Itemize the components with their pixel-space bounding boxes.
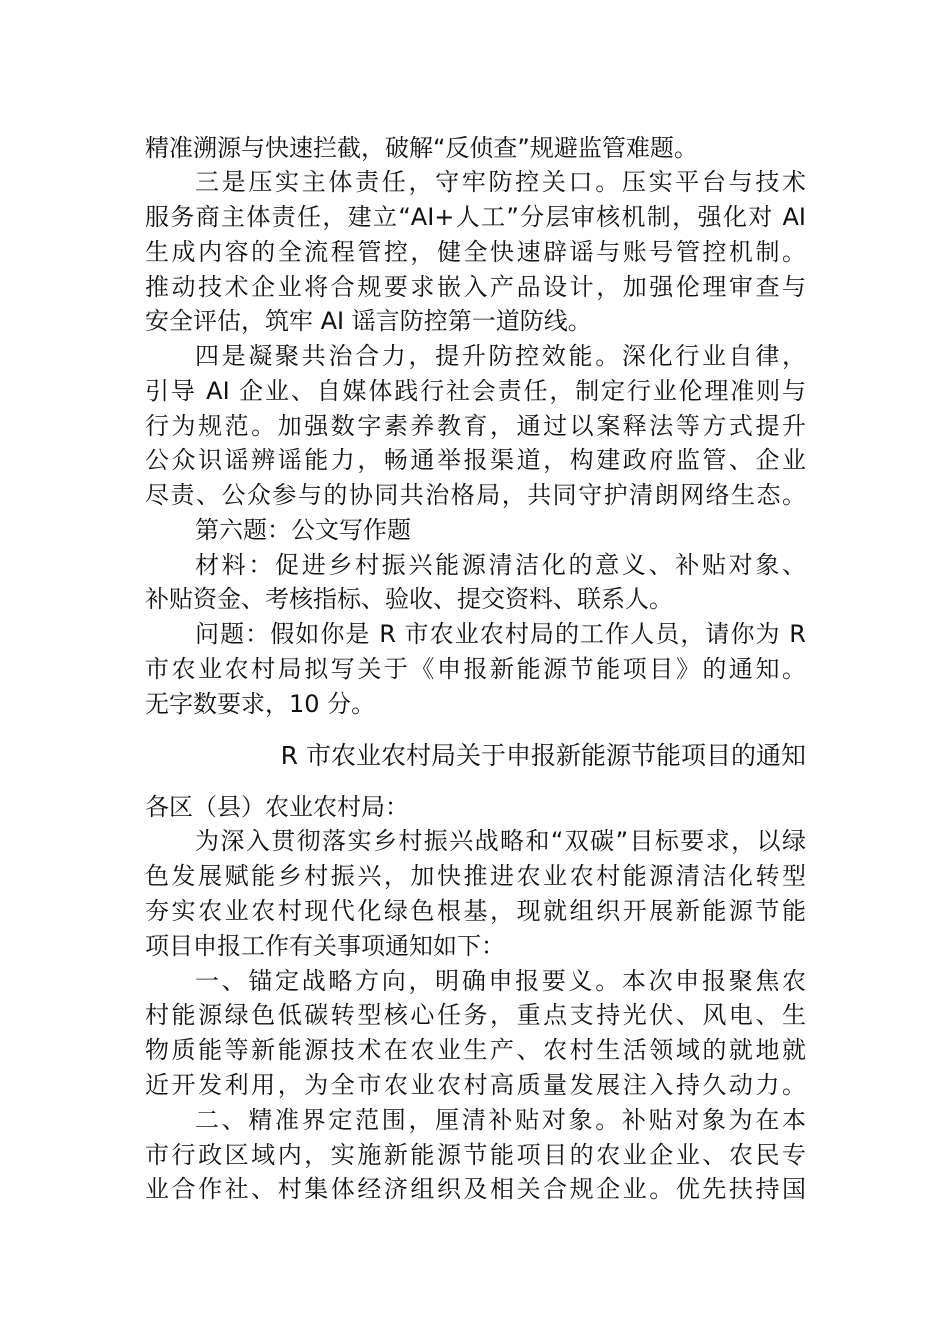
text-line: 第六题：公文写作题 — [195, 515, 411, 544]
text-line: 一、锚定战略方向，明确申报要义。本次申报聚焦农 — [195, 966, 806, 995]
text-line: 材料：促进乡村振兴能源清洁化的意义、补贴对象、 — [195, 550, 806, 579]
text-line: 三是压实主体责任，守牢防控关口。压实平台与技术 — [195, 168, 806, 197]
text-line: 问题：假如你是 R 市农业农村局的工作人员，请你为 R — [195, 620, 806, 648]
text-line: 物质能等新能源技术在农业生产、农村生活领域的就地就 — [145, 1036, 806, 1065]
text-line: 项目申报工作有关事项通知如下： — [145, 931, 505, 960]
text-line: 安全评估，筑牢 AI 谣言防控第一道防线。 — [145, 307, 592, 336]
text-line: 服务商主体责任，建立“AI+人工”分层审核机制，强化对 AI — [145, 203, 806, 231]
text-line: 市行政区域内，实施新能源节能项目的农业企业、农民专 — [145, 1140, 806, 1169]
text-line: 生成内容的全流程管控，健全快速辟谣与账号管控机制。 — [145, 237, 806, 266]
text-line: 业合作社、村集体经济组织及相关合规企业。优先扶持国 — [145, 1175, 806, 1204]
text-line: 行为规范。加强数字素养教育，通过以案释法等方式提升 — [145, 411, 806, 440]
text-line: 四是凝聚共治合力，提升防控效能。深化行业自律， — [195, 342, 806, 370]
text-line: 精准溯源与快速拦截，破解“反侦查”规避监管难题。 — [145, 133, 698, 162]
text-line: 补贴资金、考核指标、验收、提交资料、联系人。 — [145, 585, 673, 614]
text-line: 无字数要求，10 分。 — [145, 689, 376, 718]
text-line: 村能源绿色低碳转型核心任务，重点支持光伏、风电、生 — [145, 1001, 806, 1030]
text-line: 尽责、公众参与的协同共治格局，共同守护清朗网络生态。 — [145, 481, 806, 509]
text-line: 市农业农村局拟写关于《申报新能源节能项目》的通知。 — [145, 654, 806, 683]
text-line: 引导 AI 企业、自媒体践行社会责任，制定行业伦理准则与 — [145, 376, 806, 405]
text-line: 二、精准界定范围，厘清补贴对象。补贴对象为在本 — [195, 1105, 806, 1134]
text-line: 推动技术企业将合规要求嵌入产品设计，加强伦理审查与 — [145, 272, 806, 301]
text-line: 夯实农业农村现代化绿色根基，现就组织开展新能源节能 — [145, 896, 806, 925]
text-line: 为深入贯彻落实乡村振兴战略和“双碳”目标要求，以绿 — [195, 827, 806, 856]
notice-title: R 市农业农村局关于申报新能源节能项目的通知 — [280, 741, 806, 770]
text-line: 公众识谣辨谣能力，畅通举报渠道，构建政府监管、企业 — [145, 446, 806, 475]
text-line: 近开发利用，为全市农业农村高质量发展注入持久动力。 — [145, 1070, 806, 1099]
text-line: 色发展赋能乡村振兴，加快推进农业农村能源清洁化转型 — [145, 862, 806, 891]
text-line: 各区（县）农业农村局： — [145, 792, 409, 821]
